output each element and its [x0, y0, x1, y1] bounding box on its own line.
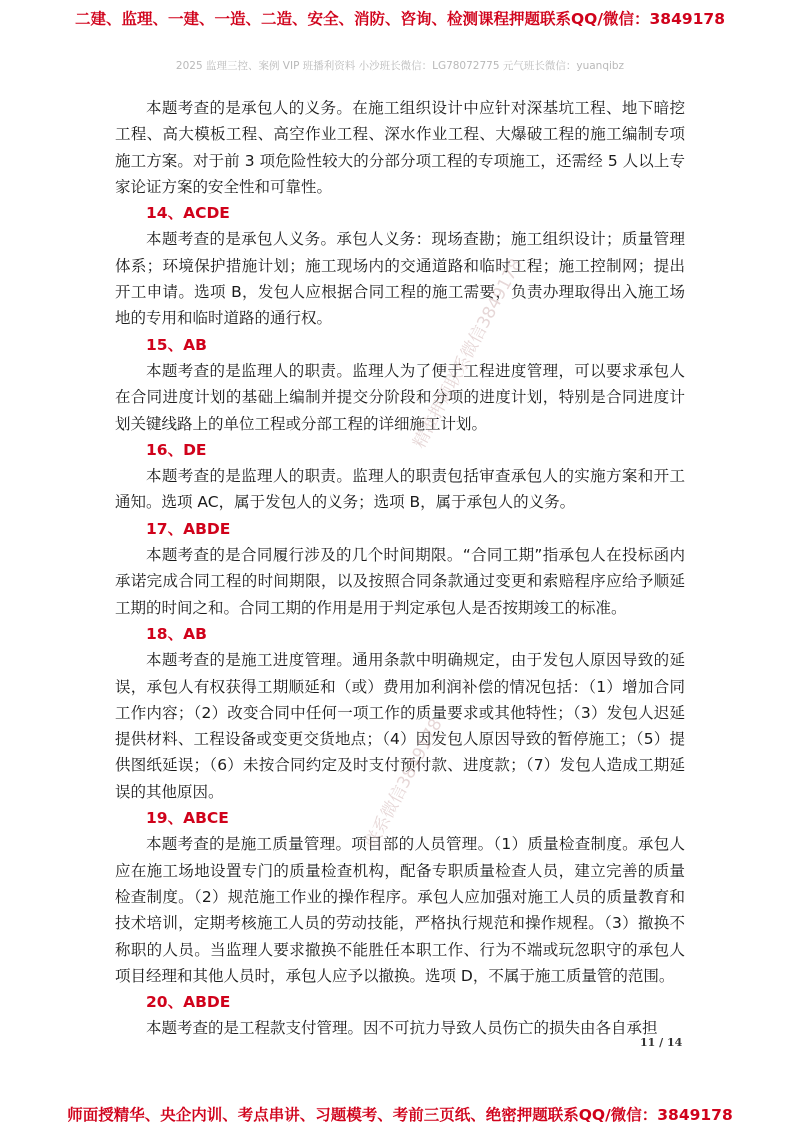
answer-heading: 19、ABCE: [146, 809, 229, 828]
answer-heading: 17、ABDE: [146, 519, 231, 538]
explanation-paragraph: 本题考查的是施工进度管理。通用条款中明确规定，由于发包人原因导致的延误，承包人有权获得工期顺延和（或）费用加利润补偿的情况包括：（1）增加合同工作内容；（2）改变合同中任何一项工作的质量要求或其他特性；（3）发包人迟延提供材料、工程设备或变更交货地点；（4）因发包人原因导致的暂停施工；（5）提供图纸延误；（6）未按合同约定及时支付预付款、进度款；（7）发包人造成工期延误的其他原因。: [115, 651, 685, 801]
watermark-text: 联系微信3849178: [361, 715, 447, 852]
answer-heading: 18、AB: [146, 624, 207, 643]
explanation-paragraph: 本题考查的是承包人的义务。在施工组织设计中应针对深基坑工程、地下暗挖工程、高大模板工程、高空作业工程、深水作业工程、大爆破工程的施工编制专项施工方案。对于前 3 项危险性较大的分部分项工程的专项施工，还需经 5 人以上专家论证方案的安全性和可靠性。: [115, 99, 685, 196]
watermark-text: 精准押题联系微信3849178: [409, 255, 527, 452]
explanation-paragraph: 本题考查的是承包人义务。承包人义务：现场查勘；施工组织设计；质量管理体系；环境保护措施计划；施工现场内的交通道路和临时工程；施工控制网；提出开工申请。选项 B，发包人应根据合同工程的施工需要，负责办理取得出入施工场地的专用和临时道路的通行权。: [115, 230, 685, 328]
explanation-paragraph: 本题考查的是工程款支付管理。因不可抗力导致人员伤亡的损失由各自承担: [146, 1019, 658, 1038]
bottom-banner: 师面授精华、央企内训、考点串讲、习题模考、考前三页纸、绝密押题联系QQ/微信：3849178: [67, 1106, 733, 1124]
answer-heading: 16、DE: [146, 440, 207, 459]
page-number: 11 / 14: [640, 1036, 683, 1049]
top-banner: 二建、监理、一建、一造、二造、安全、消防、咨询、检测课程押题联系QQ/微信：3849178: [74, 10, 725, 28]
explanation-paragraph: 本题考查的是监理人的职责。监理人为了便于工程进度管理，可以要求承包人在合同进度计划的基础上编制并提交分阶段和分项的进度计划，特别是合同进度计划关键线路上的单位工程或分部工程的详细施工计划。: [115, 361, 685, 433]
explanation-paragraph: 本题考查的是施工质量管理。项目部的人员管理。（1）质量检查制度。承包人应在施工场地设置专门的质量检查机构，配备专职质量检查人员，建立完善的质量检查制度。（2）规范施工作业的操作程序。承包人应加强对施工人员的质量教育和技术培训，定期考核施工人员的劳动技能，严格执行规范和操作规程。（3）撤换不称职的人员。当监理人要求撤换不能胜任本职工作、行为不端或玩忽职守的承包人项目经理和其他人员时，承包人应予以撤换。选项 D，不属于施工质量管的范围。: [115, 835, 685, 985]
answer-heading: 14、ACDE: [146, 204, 230, 223]
explanation-paragraph: 本题考查的是监理人的职责。监理人的职责包括审查承包人的实施方案和开工通知。选项 AC，属于发包人的义务；选项 B，属于承包人的义务。: [115, 467, 685, 512]
explanation-paragraph: 本题考查的是合同履行涉及的几个时间期限。“合同工期”指承包人在投标函内承诺完成合同工程的时间期限，以及按照合同条款通过变更和索赔程序应给予顺延工期的时间之和。合同工期的作用是用于判定承包人是否按期竣工的标准。: [115, 546, 685, 617]
answer-heading: 15、AB: [146, 335, 207, 354]
answer-explanations: [115, 95, 685, 1042]
answer-heading: 20、ABDE: [146, 993, 231, 1012]
page-header: 2025 监理三控、案例 VIP 班播利资料 小沙班长微信：LG78072775 元气班长微信：yuanqibz: [175, 60, 625, 72]
